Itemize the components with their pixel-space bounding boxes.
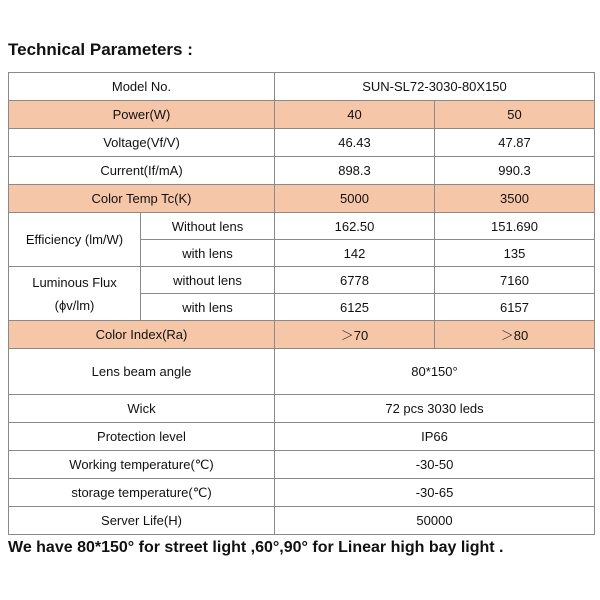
luminous-flux-label-line1: Luminous Flux [32,274,117,290]
flux-without-lens-value-1: 6778 [275,267,435,294]
color-temp-label: Color Temp Tc(K) [9,185,275,213]
current-label: Current(If/mA) [9,157,275,185]
luminous-flux-label [9,267,141,321]
efficiency-without-lens-value-1: 162.50 [275,213,435,240]
wick-label: Wick [9,395,275,423]
table-row-flux-without-lens [9,267,595,294]
color-temp-value-1: 5000 [275,185,435,213]
table-row-protection [9,423,595,451]
voltage-label: Voltage(Vf/V) [9,129,275,157]
table-row-color-temp [9,185,595,213]
protection-value: IP66 [275,423,595,451]
power-value-2: 50 [435,101,595,129]
color-temp-value-2: 3500 [435,185,595,213]
flux-without-lens-label: without lens [141,267,275,294]
color-index-value-1: ＞70 [275,321,435,349]
flux-with-lens-label: with lens [141,294,275,321]
model-label: Model No. [9,73,275,101]
current-value-2: 990.3 [435,157,595,185]
storage-temp-label: storage temperature(℃) [9,479,275,507]
table-row-color-index [9,321,595,349]
table-row-beam-angle [9,349,595,395]
table-row-voltage [9,129,595,157]
color-index-label: Color Index(Ra) [9,321,275,349]
page-title: Technical Parameters : [8,40,193,59]
voltage-value-1: 46.43 [275,129,435,157]
storage-temp-value: -30-65 [275,479,595,507]
table-row-wick [9,395,595,423]
table-row-server-life [9,507,595,535]
server-life-label: Server Life(H) [9,507,275,535]
beam-angle-value: 80*150° [275,349,595,395]
flux-without-lens-value-2: 7160 [435,267,595,294]
server-life-value: 50000 [275,507,595,535]
efficiency-with-lens-label: with lens [141,240,275,267]
efficiency-with-lens-value-1: 142 [275,240,435,267]
color-index-value-2: ＞80 [435,321,595,349]
table-row-storage-temp [9,479,595,507]
flux-with-lens-value-2: 6157 [435,294,595,321]
efficiency-label: Efficiency (lm/W) [9,213,141,267]
power-label: Power(W) [9,101,275,129]
flux-with-lens-value-1: 6125 [275,294,435,321]
table-row-working-temp [9,451,595,479]
model-value: SUN-SL72-3030-80X150 [275,73,595,101]
table-row-current [9,157,595,185]
wick-value: 72 pcs 3030 leds [275,395,595,423]
working-temp-value: -30-50 [275,451,595,479]
spec-table [8,72,595,535]
table-row-power [9,101,595,129]
table-row-model [9,73,595,101]
protection-label: Protection level [9,423,275,451]
efficiency-without-lens-label: Without lens [141,213,275,240]
beam-angle-label: Lens beam angle [9,349,275,395]
table-row-efficiency-without-lens [9,213,595,240]
efficiency-with-lens-value-2: 135 [435,240,595,267]
power-value-1: 40 [275,101,435,129]
footer-note: We have 80*150° for street light ,60°,90° for Linear high bay light . [8,539,504,556]
voltage-value-2: 47.87 [435,129,595,157]
working-temp-label: Working temperature(℃) [9,451,275,479]
current-value-1: 898.3 [275,157,435,185]
luminous-flux-label-line2: (ϕv/lm) [54,297,95,313]
efficiency-without-lens-value-2: 151.690 [435,213,595,240]
